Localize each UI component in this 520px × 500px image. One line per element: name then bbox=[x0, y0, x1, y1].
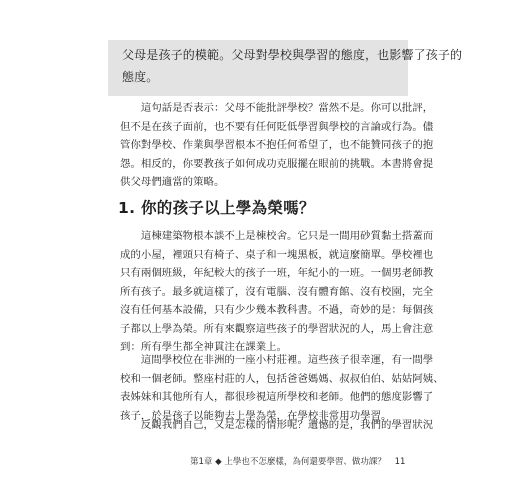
text-line: 這棟建築物根本談不上是棟校舍。它只是一間用砂質黏土搭蓋而 bbox=[120, 230, 434, 242]
callout-line: 態度。 bbox=[122, 70, 159, 84]
footer-chapter-label: 第1章 bbox=[190, 457, 213, 467]
text-line: 供父母們適當的策略。 bbox=[120, 176, 225, 188]
text-line: 所有孩子。最多就這樣了，沒有電腦、沒有體育館、沒有校園，完全 bbox=[120, 285, 434, 298]
diamond-icon: ◆ bbox=[215, 457, 222, 467]
text-line: 反觀我們自己，又是怎樣的情形呢？遺憾的是，我們的學習狀況 bbox=[120, 419, 434, 431]
text-line: 這間學校位在非洲的一座小村莊裡。這些孩子很幸運，有一間學 bbox=[120, 354, 434, 366]
text-line: 管你對學校、作業與學習根本不抱任何希望了，也不能贊同孩子的抱 bbox=[120, 139, 434, 151]
body-paragraph bbox=[120, 416, 434, 435]
callout-line: 父母是孩子的模範。父母對學校與學習的態度，也影響了孩子的 bbox=[122, 48, 463, 62]
text-line: 沒有任何基本設備，只有少少幾本教科書。不過，奇妙的是：每個孩 bbox=[120, 304, 434, 316]
footer-chapter-title: 上學也不怎麼樣，為何還要學習、做功課？ bbox=[224, 457, 386, 467]
text-line: 表姊妹和其他所有人，都很珍視這所學校和老師。他們的態度影響了 bbox=[120, 391, 434, 403]
text-line: 成的小屋，裡頭只有椅子、桌子和一塊黑板，就這麼簡單。學校裡也 bbox=[120, 248, 434, 261]
text-line: 孩子，於是孩子以能夠去上學為榮，在學校非常用功學習。 bbox=[120, 409, 392, 422]
body-paragraph bbox=[120, 99, 434, 192]
text-line: 只有兩個班級，年紀較大的孩子一班，年紀小的一班。一個男老師教 bbox=[120, 267, 434, 279]
page-number: 11 bbox=[394, 457, 406, 467]
text-line: 但不是在孩子面前，也不要有任何貶低學習與學校的言論或行為。儘 bbox=[120, 120, 434, 133]
text-line: 校和一個老師。整座村莊的人，包括爸爸媽媽、叔叔伯伯、姑姑阿姨、 bbox=[120, 372, 444, 385]
text-line: 子都以上學為榮。所有來觀察這些孩子的學習狀況的人，馬上會注意 bbox=[120, 322, 434, 335]
text-line: 這句話是否表示：父母不能批評學校？當然不是。你可以批評， bbox=[120, 102, 434, 114]
section-heading: 1. 你的孩子以上學為榮嗎？ bbox=[118, 199, 315, 217]
text-line: 到：所有學生都全神貫注在課業上。 bbox=[120, 341, 288, 353]
text-line: 怨。相反的，你要教孩子如何成功克服擺在眼前的挑戰。本書將會提 bbox=[120, 157, 434, 170]
running-footer bbox=[190, 456, 420, 468]
body-paragraph bbox=[120, 227, 434, 357]
callout-box bbox=[108, 40, 463, 96]
